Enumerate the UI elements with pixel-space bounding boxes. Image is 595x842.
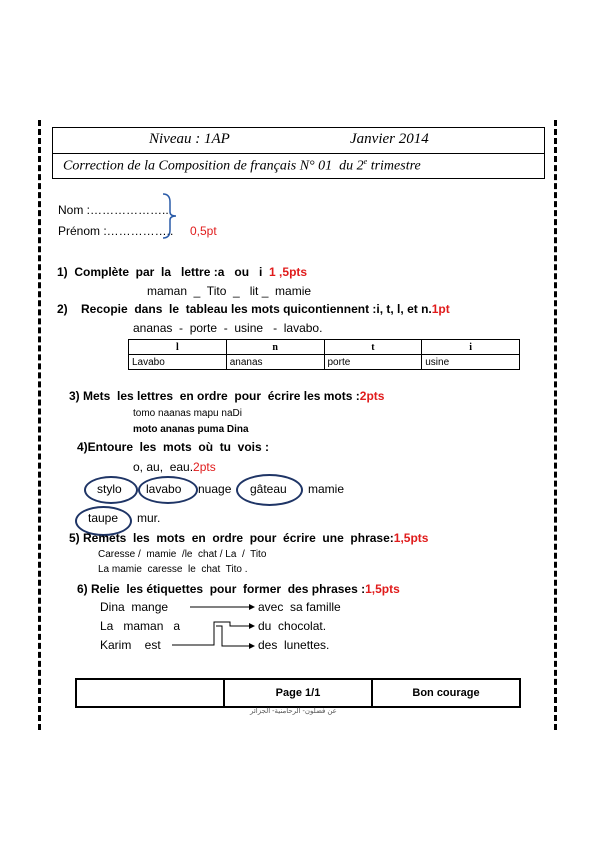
word-gateau: gâteau [250, 482, 287, 496]
q6-left-3: Karim est [100, 638, 161, 652]
header-box [52, 127, 545, 179]
page-number: Page 1/1 [225, 680, 373, 706]
brace-icon [160, 192, 180, 240]
q5-instruction: 5) Remets les mots en ordre pour écrire une phrase:1,5pts [69, 531, 429, 545]
level-label: Niveau : 1AP [149, 131, 230, 147]
table-header-cell: n [226, 340, 324, 355]
word-mamie: mamie [308, 482, 345, 496]
prenom-field: Prénom :…………….. [58, 224, 174, 238]
right-border [554, 120, 557, 730]
q6-right-2: du chocolat. [258, 619, 327, 633]
footer-box [75, 678, 521, 708]
q3-scrambled: tomo naanas mapu naDi [133, 408, 242, 419]
word-lavabo: lavabo [146, 482, 182, 496]
nom-field: Nom :……………….. [58, 203, 169, 217]
table-header-row [129, 340, 520, 355]
table-cell: ananas [226, 355, 324, 370]
closing-note: Bon courage [412, 687, 480, 699]
q6-right-3: des lunettes. [258, 638, 330, 652]
q3-instruction: 3) Mets les lettres en ordre pour écrire les mots :2pts [69, 389, 385, 403]
q4-instruction: 4)Entoure les mots où tu vois : [77, 440, 270, 454]
table-header-cell: t [324, 340, 422, 355]
table-cell: usine [422, 355, 520, 370]
left-border [38, 120, 41, 730]
q4-sounds: o, au, eau.2pts [133, 460, 216, 474]
q2-words: ananas - porte - usine - lavabo. [133, 321, 323, 335]
matching-arrows [170, 600, 260, 652]
signature: عن فضلون- الرحامنية- الجزائر [250, 708, 337, 715]
footer-empty-cell [77, 680, 225, 706]
q6-instruction: 6) Relie les étiquettes pour former des phrases :1,5pts [77, 582, 400, 596]
table-header-cell: l [129, 340, 227, 355]
date-label: Janvier 2014 [350, 131, 429, 147]
q1-instruction: 1) Complète par la lettre :a ou i 1 ,5pts [57, 265, 308, 279]
table-header-cell: i [422, 340, 520, 355]
letters-table [128, 339, 520, 370]
q6-right-1: avec sa famille [258, 600, 341, 614]
identity-points: 0,5pt [190, 224, 217, 238]
word-taupe: taupe [88, 511, 119, 525]
word-nuage: nuage [198, 482, 232, 496]
q6-left-1: Dina mange [100, 600, 169, 614]
q1-words: maman _ Tito _ lit _ mamie [147, 284, 312, 298]
word-mur: mur. [137, 511, 161, 525]
q3-answer: moto ananas puma Dina [133, 424, 249, 435]
exam-title: Correction de la Composition de français N° 01 du 2e trimestre [63, 157, 421, 174]
q6-left-2: La maman a [100, 619, 181, 633]
q5-answer: La mamie caresse le chat Tito . [98, 564, 248, 575]
table-cell: Lavabo [129, 355, 227, 370]
table-cell: porte [324, 355, 422, 370]
word-stylo: stylo [97, 482, 122, 496]
q5-scrambled: Caresse / mamie /le chat / La / Tito [98, 549, 267, 560]
q2-instruction: 2) Recopie dans le tableau les mots quicontiennent :i, t, l, et n.1pt [57, 302, 450, 316]
table-row [129, 355, 520, 370]
